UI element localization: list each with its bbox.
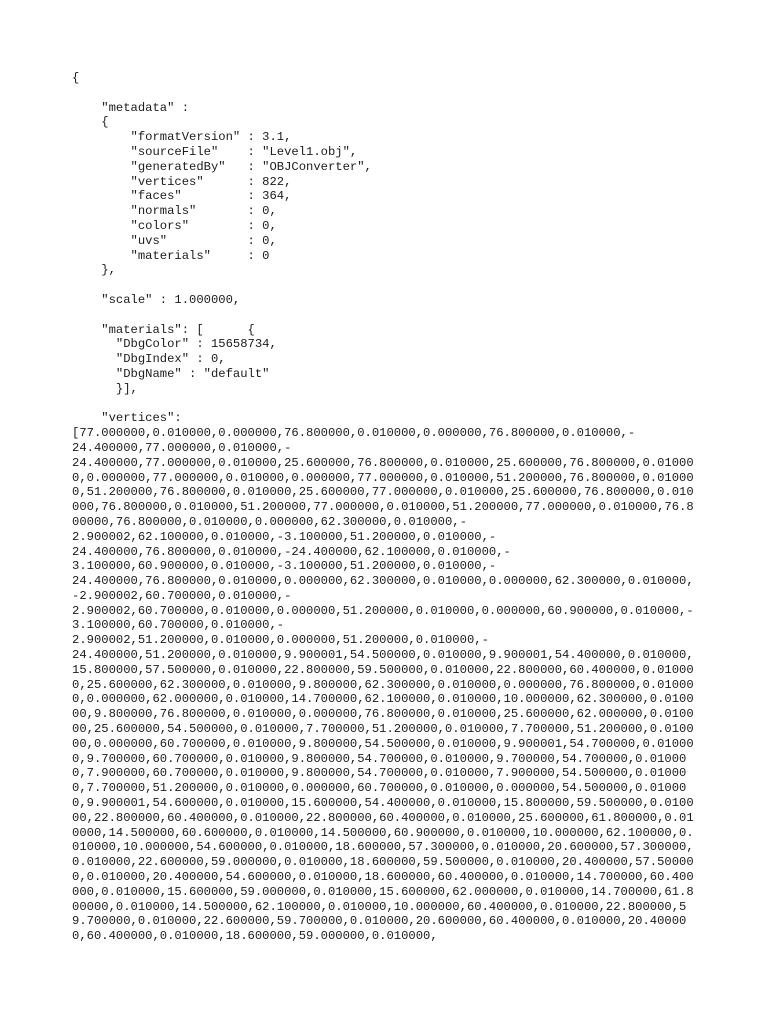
code-line: }, xyxy=(72,263,116,278)
code-line: "DbgIndex" : 0, xyxy=(72,352,226,367)
code-line: "scale" : 1.000000, xyxy=(72,292,241,307)
code-line: { xyxy=(72,71,80,85)
code-line xyxy=(72,86,700,101)
code-line: "formatVersion" : 3.1, xyxy=(72,130,292,145)
code-line xyxy=(72,278,700,293)
code-line: 24.400000,76.800000,0.010000,-24.400000,62.100000,0.010000,- xyxy=(72,544,511,559)
code-line: "vertices": xyxy=(72,411,182,426)
code-line: 24.400000,51.200000,0.010000,9.900001,54.500000,0.010000,9.900001,54.400000,0.010000,15.800000,57.500000,0.010000,22.800000,59.500000,0.010000,22.800000,60.400000,0.010000,25.600000,62.300000,0.010000,9.800000,62.300000,0.010000,0.000000,76.800000,0.010000,0.000000,62.000000,0.010000,14.700000,62.100000,0.010000,10.000000,62.300000,0.010000,9.800000,76.800000,0.010000,0.000000,76.800000,0.010000,25.600000,62.000000,0.010000,25.600000,54.500000,0.010000,7.700000,51.200000,0.010000,7.700000,51.200000,0.010000,0.000000,60.700000,0.010000,9.800000,54.500000,0.010000,9.900001,54.700000,0.010000,9.700000,60.700000,0.010000,9.800000,54.700000,0.010000,9.700000,54.700000,0.010000,7.900000,60.700000,0.010000,9.800000,54.700000,0.010000,7.900000,54.500000,0.010000,7.700000,51.200000,0.010000,0.000000,60.700000,0.010000,0.000000,54.500000,0.010000,9.900001,54.600000,0.010000,15.600000,54.400000,0.010000,15.800000,59.500000,0.010000,22.800000,60.400000,0.010000,22.800000,60.400000,0.010000,25.600000,61.800000,0.010000,14.500000,60.600000,0.010000,14.500000,60.900000,0.010000,10.000000,62.100000,0.010000,10.000000,54.600000,0.010000,18.600000,57.300000,0.010000,20.600000,57.300000,0.010000,22.600000,59.000000,0.010000,18.600000,59.500000,0.010000,20.400000,57.500000,0.010000,20.400000,54.600000,0.010000,18.600000,60.400000,0.010000,14.700000,60.400000,0.010000,15.600000,59.000000,0.010000,15.600000,62.000000,0.010000,14.700000,61.800000,0.010000,14.500000,62.100000,0.010000,10.000000,60.400000,0.010000,22.800000,59.700000,0.010000,22.600000,59.700000,0.010000,20.600000,60.400000,0.010000,20.400000,60.400000,0.010000,18.600000,59.000000,0.010000, xyxy=(72,648,694,944)
code-line: "DbgName" : "default" xyxy=(72,366,270,381)
json-source-text xyxy=(72,71,700,944)
code-line: "materials": [ { xyxy=(72,322,255,337)
code-line: "metadata" : xyxy=(72,100,190,115)
code-line: 24.400000,77.000000,0.010000,- xyxy=(72,440,292,455)
code-line: 24.400000,76.800000,0.010000,0.000000,62.300000,0.010000,0.000000,62.300000,0.010000,-2.900002,60.700000,0.010000,- xyxy=(72,574,694,603)
code-line: 2.900002,60.700000,0.010000,0.000000,51.200000,0.010000,0.000000,60.900000,0.010000,-3.100000,60.700000,0.010000,- xyxy=(72,603,694,633)
code-line xyxy=(72,308,700,323)
code-line: }], xyxy=(72,381,138,396)
code-line: "DbgColor" : 15658734, xyxy=(72,337,277,352)
code-line: 24.400000,77.000000,0.010000,25.600000,76.800000,0.010000,25.600000,76.800000,0.010000,0.000000,77.000000,0.010000,0.000000,77.000000,0.010000,51.200000,76.800000,0.010000,51.200000,76.800000,0.010000,25.600000,77.000000,0.010000,25.600000,76.800000,0.010000,76.800000,0.010000,51.200000,77.000000,0.010000,51.200000,77.000000,0.010000,76.800000,76.800000,0.010000,0.000000,62.300000,0.010000,- xyxy=(72,455,694,529)
code-line: "colors" : 0, xyxy=(72,218,277,233)
code-line: "materials" : 0 xyxy=(72,248,270,263)
code-line: "vertices" : 822, xyxy=(72,174,292,189)
code-line: "normals" : 0, xyxy=(72,204,277,219)
code-line: "faces" : 364, xyxy=(72,189,292,204)
code-line: [77.000000,0.010000,0.000000,76.800000,0.010000,0.000000,76.800000,0.010000,- xyxy=(72,426,636,441)
code-line: "sourceFile" : "Level1.obj", xyxy=(72,144,358,159)
code-line: { xyxy=(72,115,109,130)
code-line: 2.900002,51.200000,0.010000,0.000000,51.200000,0.010000,- xyxy=(72,633,489,648)
code-line: "uvs" : 0, xyxy=(72,233,277,248)
code-line xyxy=(72,397,700,412)
code-line: 3.100000,60.900000,0.010000,-3.100000,51.200000,0.010000,- xyxy=(72,559,497,574)
code-line: 2.900002,62.100000,0.010000,-3.100000,51.200000,0.010000,- xyxy=(72,529,497,544)
code-line: "generatedBy" : "OBJConverter", xyxy=(72,159,372,174)
